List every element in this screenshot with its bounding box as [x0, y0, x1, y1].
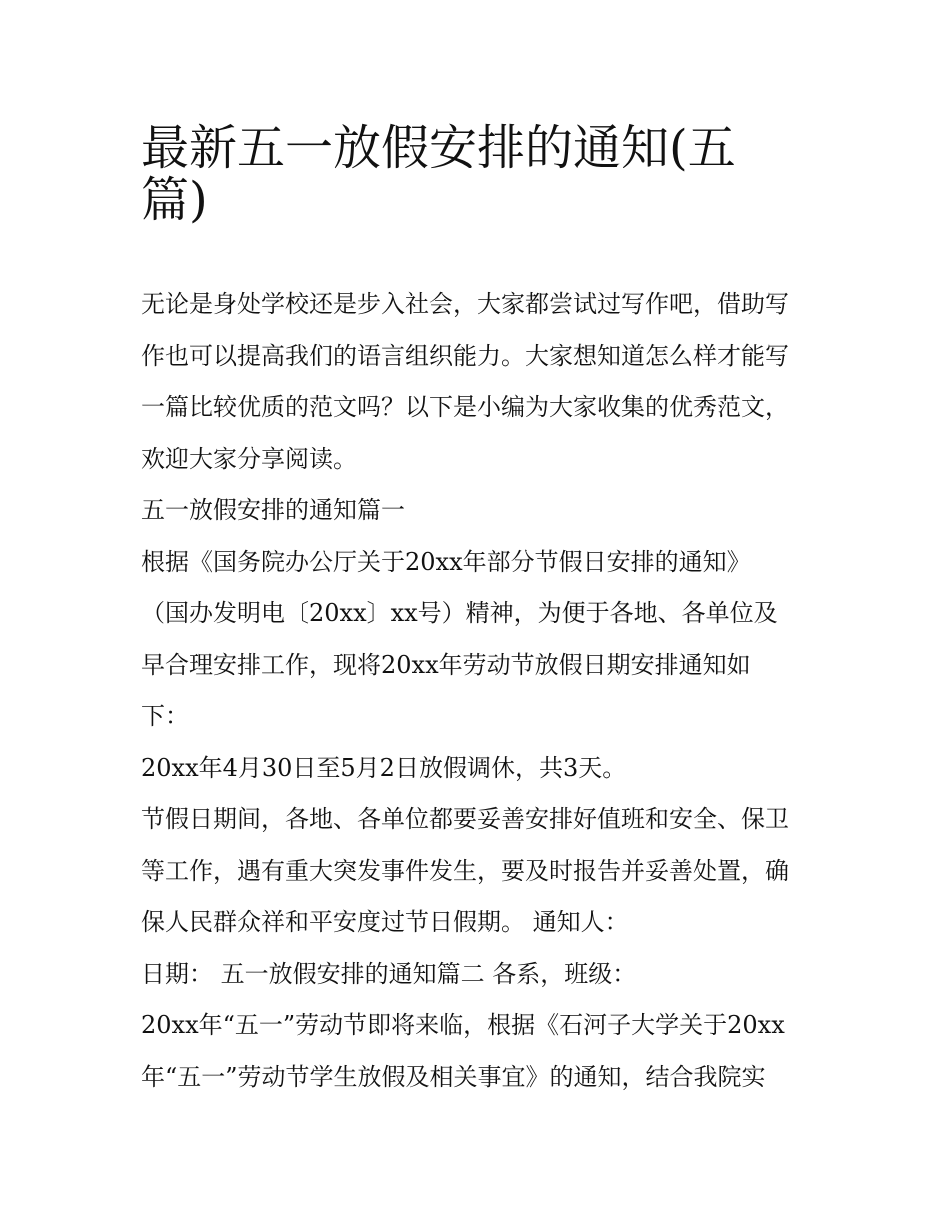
title-line: 最新五一放假安排的通知(五: [141, 120, 736, 176]
paragraph-line: 欢迎大家分享阅读。: [141, 444, 357, 473]
title-line: 篇): [141, 171, 208, 228]
paragraph-line: 20xx年“五一”劳动节即将来临，根据《石河子大学关于20xx: [141, 1011, 785, 1039]
paragraph-line: 早合理安排工作，现将20xx年劳动节放假日期安排通知如: [141, 650, 751, 679]
document-title: [141, 112, 781, 228]
paragraph-line: 节假日期间，各地、各单位都要妥善安排好值班和安全、保卫: [141, 805, 789, 833]
paragraph-line: 作也可以提高我们的语言组织能力。大家想知道怎么样才能写: [141, 341, 789, 370]
document-body: [141, 279, 821, 1103]
paragraph-line: 无论是身处学校还是步入社会，大家都尝试过写作吧，借助写: [141, 290, 789, 318]
paragraph-line: 年“五一”劳动节学生放假及相关事宜》的通知，结合我院实: [141, 1062, 766, 1091]
paragraph-line: （国办发明电〔20xx〕xx号）精神，为便于各地、各单位及: [141, 599, 778, 627]
paragraph-line: 日期： 五一放假安排的通知篇二 各系，班级：: [141, 959, 637, 988]
paragraph-line: 等工作，遇有重大突发事件发生，要及时报告并妥善处置，确: [141, 856, 789, 885]
paragraph-line: 20xx年4月30日至5月2日放假调休，共3天。: [141, 753, 627, 782]
paragraph-line: 一篇比较优质的范文吗？以下是小编为大家收集的优秀范文，: [141, 393, 789, 421]
paragraph-line: 保人民群众祥和平安度过节日假期。 通知人：: [141, 908, 629, 936]
paragraph-line: 根据《国务院办公厅关于20xx年部分节假日安排的通知》: [141, 547, 751, 576]
section-heading: 五一放假安排的通知篇一: [141, 496, 405, 524]
paragraph-line: 下：: [141, 702, 189, 730]
